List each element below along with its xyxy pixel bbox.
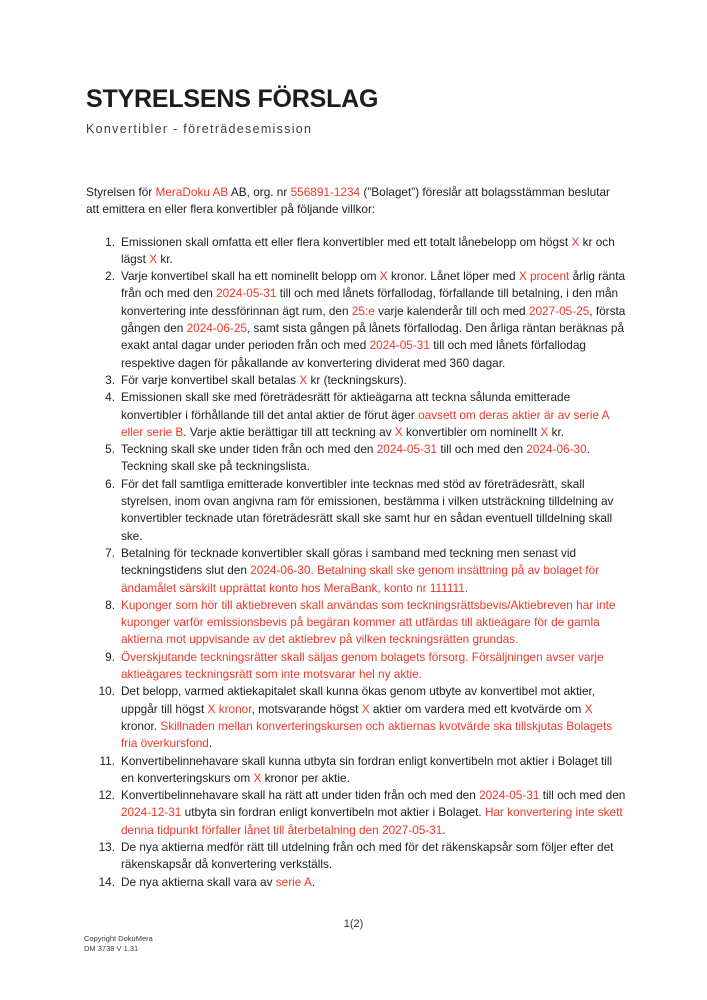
- text-run: kronor per aktie.: [261, 770, 350, 785]
- list-item: [86, 441, 627, 476]
- text-run: kr (teckningskurs).: [307, 372, 407, 387]
- text-run: , första gången den: [121, 303, 626, 336]
- red-text-run: 2024-05-31: [376, 442, 438, 457]
- red-text-run: 2024-05-31: [369, 338, 430, 353]
- list-item-number: 4.: [105, 390, 115, 405]
- text-run: varje kalenderår till och med: [374, 303, 529, 318]
- text-run: . Varje aktie berättigar till att teckning av: [183, 424, 395, 439]
- text-run: Emissionen skall omfatta ett eller flera konvertibler med ett totalt lånebelopp om högst: [121, 234, 572, 249]
- red-text-run: 2024-06-30. Betalning skall ske genom insättning på av bolaget för ändamålet särskilt upprättat konto hos MeraBank, konto nr 111111.: [121, 563, 600, 595]
- red-text-run: X: [149, 251, 158, 266]
- list-item-number: 13.: [98, 839, 115, 854]
- text-run: .: [311, 874, 316, 889]
- red-text-run: 2027-05-25: [528, 303, 590, 318]
- list-item-text: [121, 234, 627, 269]
- list-item-number: 11.: [99, 753, 115, 768]
- list-item-number: 3.: [105, 372, 115, 387]
- list-item-text: [121, 441, 627, 476]
- list-item-text: [121, 787, 627, 839]
- text-run: Emissionen skall ske med företrädesrätt för aktieägarna att teckna sålunda emitterade konvertibler i förhållande till det antal aktier de förut äger: [121, 390, 571, 422]
- text-run: kronor. Lånet löper med: [387, 269, 519, 284]
- copyright-line1: Copyright DokuMera: [84, 934, 153, 943]
- text-run: .: [442, 822, 446, 837]
- text-run: Varje konvertibel skall ha ett nominellt belopp om: [121, 269, 380, 284]
- red-text-run: X: [540, 424, 549, 439]
- list-item-text: [121, 753, 627, 788]
- list-item: [86, 787, 627, 839]
- red-text-run: 25:e: [351, 303, 375, 318]
- list-item-number: 12.: [98, 788, 115, 803]
- list-item-number: 14.: [98, 874, 115, 889]
- page-subtitle: Konvertibler - företrädesemission: [86, 122, 313, 136]
- text-run: kr.: [157, 251, 173, 266]
- red-text-run: MeraDoku AB: [155, 185, 229, 199]
- list-item: [86, 545, 627, 597]
- red-text-run: 2024-06-25: [186, 321, 247, 336]
- copyright-note: [84, 934, 153, 954]
- text-run: , samt sista gången på lånets förfallodag. Den årliga räntan beräknas på exakt antal dagar under perioden från och med: [121, 321, 625, 353]
- list-item: [86, 268, 627, 372]
- intro-paragraph: [86, 184, 626, 219]
- text-run: kr.: [548, 424, 565, 439]
- red-text-run: oavsett om deras aktier är av serie A eller serie B: [121, 407, 609, 439]
- text-run: konvertibler om nominellt: [402, 424, 541, 439]
- red-text-run: X: [299, 372, 308, 387]
- text-run: kr och lägst: [121, 234, 615, 266]
- red-text-run: X: [361, 701, 370, 716]
- text-run: . Teckning skall ske på teckningslista.: [121, 442, 590, 474]
- text-run: kronor.: [121, 718, 161, 733]
- text-run: årlig ränta från och med den: [121, 269, 626, 301]
- red-text-run: Överskjutande teckningsrätter skall säljas genom bolagets försorg. Försäljningen avser varje aktieägares teckningsrätt som inte motsvarar hel ny aktie.: [121, 649, 604, 682]
- list-item-number: 7.: [105, 545, 115, 560]
- terms-list: [86, 234, 627, 891]
- text-run: För varje konvertibel skall betalas: [121, 372, 300, 387]
- text-run: Det belopp, varmed aktiekapitalet skall kunna ökas genom utbyte av konvertibel mot aktier, uppgår till högst: [121, 684, 596, 716]
- text-run: , motsvarande högst: [251, 701, 362, 716]
- page-number: 1(2): [343, 918, 364, 930]
- red-text-run: Kuponger som hör till aktiebreven skall användas som teckningsrättsbevis/Aktiebreven har inte kuponger varför emissionsbevis på begäran kommer att utfärdas till aktieägare för de gamla aktierna mot uppvisande av det aktiebrev på vilken teckningsrätten grundas.: [121, 597, 616, 647]
- list-item-text: [121, 683, 627, 752]
- red-text-run: X: [253, 770, 262, 785]
- red-text-run: Har konvertering inte skett denna tidpunkt förfaller lånet till återbetalning den 2027-05-31: [121, 805, 623, 837]
- list-item-text: [121, 268, 627, 372]
- red-text-run: 2024-05-31: [216, 286, 277, 301]
- list-item: [86, 649, 627, 684]
- text-run: Teckning skall ske under tiden från och med den: [121, 442, 377, 457]
- list-item-number: 5.: [105, 442, 115, 457]
- document-content: [86, 84, 627, 891]
- text-run: (”Bolaget”) föreslår att bolagsstämman beslutar att emittera en eller flera konvertibler på följande villkor:: [86, 185, 610, 217]
- list-item-text: [121, 476, 627, 545]
- red-text-run: X: [584, 701, 593, 716]
- list-item-text: [121, 545, 627, 597]
- text-run: utbyta sin fordran enligt konvertibeln mot aktier i Bolaget.: [181, 805, 485, 820]
- list-item-number: 8.: [105, 597, 115, 612]
- list-item-text: [121, 372, 627, 389]
- text-run: De nya aktierna skall vara av: [121, 874, 276, 889]
- red-text-run: 2024-06-30: [526, 442, 587, 457]
- text-run: .: [208, 736, 213, 751]
- list-item-number: 9.: [105, 649, 115, 664]
- text-run: AB, org. nr: [228, 185, 291, 199]
- list-item-text: [121, 839, 627, 874]
- list-item-number: 2.: [105, 269, 115, 284]
- list-item: [86, 597, 627, 649]
- list-item: [86, 234, 627, 269]
- red-text-run: 2024-12-31: [121, 805, 182, 820]
- text-run: till och med lånets förfallodag, förfallande till betalning, i den mån konvertering inte dessförinnan ägt rum, den: [121, 286, 619, 318]
- list-item: [86, 476, 627, 545]
- red-text-run: 556891-1234: [290, 185, 361, 199]
- page-title: STYRELSENS FÖRSLAG: [86, 85, 379, 113]
- list-item: [86, 372, 627, 389]
- text-run: För det fall samtliga emitterade konvertibler inte tecknas med stöd av företrädesrätt, skall styrelsen, inom ovan angivna ram för emissionen, bestämma i vilken utsträckning tilldelning av konvertibler tecknade utan företrädesrätt skall ske samt hur en sådan eventuell tilldelning skall ske.: [121, 476, 614, 543]
- red-text-run: X: [379, 269, 388, 284]
- text-run: Konvertibelinnehavare skall ha rätt att under tiden från och med den: [121, 788, 480, 803]
- text-run: Konvertibelinnehavare skall kunna utbyta sin fordran enligt konvertibeln mot aktier i Bolaget till en konverteringskurs om: [121, 753, 613, 785]
- text-run: De nya aktierna medför rätt till utdelning från och med för det räkenskapsår som följer efter det räkenskapsår då konvertering verkställs.: [121, 839, 614, 872]
- text-run: till och med den: [539, 788, 626, 803]
- list-item: [86, 753, 627, 788]
- list-item-text: [121, 649, 627, 684]
- red-text-run: 2024-05-31: [479, 788, 540, 803]
- copyright-line2: DM 3738 V 1.31: [84, 944, 139, 953]
- red-text-run: X: [571, 234, 580, 249]
- list-item-number: 10.: [98, 684, 115, 699]
- list-item: [86, 874, 627, 891]
- red-text-run: X: [394, 424, 403, 439]
- text-run: Betalning för tecknade konvertibler skall göras i samband med teckning men senast vid teckningstidens slut den: [121, 545, 577, 578]
- list-item-text: [121, 389, 627, 441]
- list-item-number: 1.: [105, 234, 115, 249]
- text-run: Styrelsen för: [86, 185, 156, 199]
- list-item-number: 6.: [105, 476, 115, 491]
- text-run: till och med den: [437, 442, 527, 457]
- red-text-run: X kronor: [207, 701, 252, 716]
- red-text-run: serie A: [275, 874, 312, 889]
- list-item-text: [121, 874, 627, 891]
- list-item: [86, 389, 627, 441]
- list-item: [86, 683, 627, 752]
- text-run: till och med lånets förfallodag respektive dagen för påkallande av konvertering dividerat med 360 dagar.: [121, 338, 586, 370]
- text-run: aktier om vardera med ett kvotvärde om: [369, 701, 585, 716]
- red-text-run: X procent: [518, 269, 570, 284]
- list-item-text: [121, 597, 627, 649]
- red-text-run: Skillnaden mellan konverteringskursen och aktiernas kvotvärde ska tillskjutas Bolagets fria överkursfond: [121, 718, 613, 751]
- list-item: [86, 839, 627, 874]
